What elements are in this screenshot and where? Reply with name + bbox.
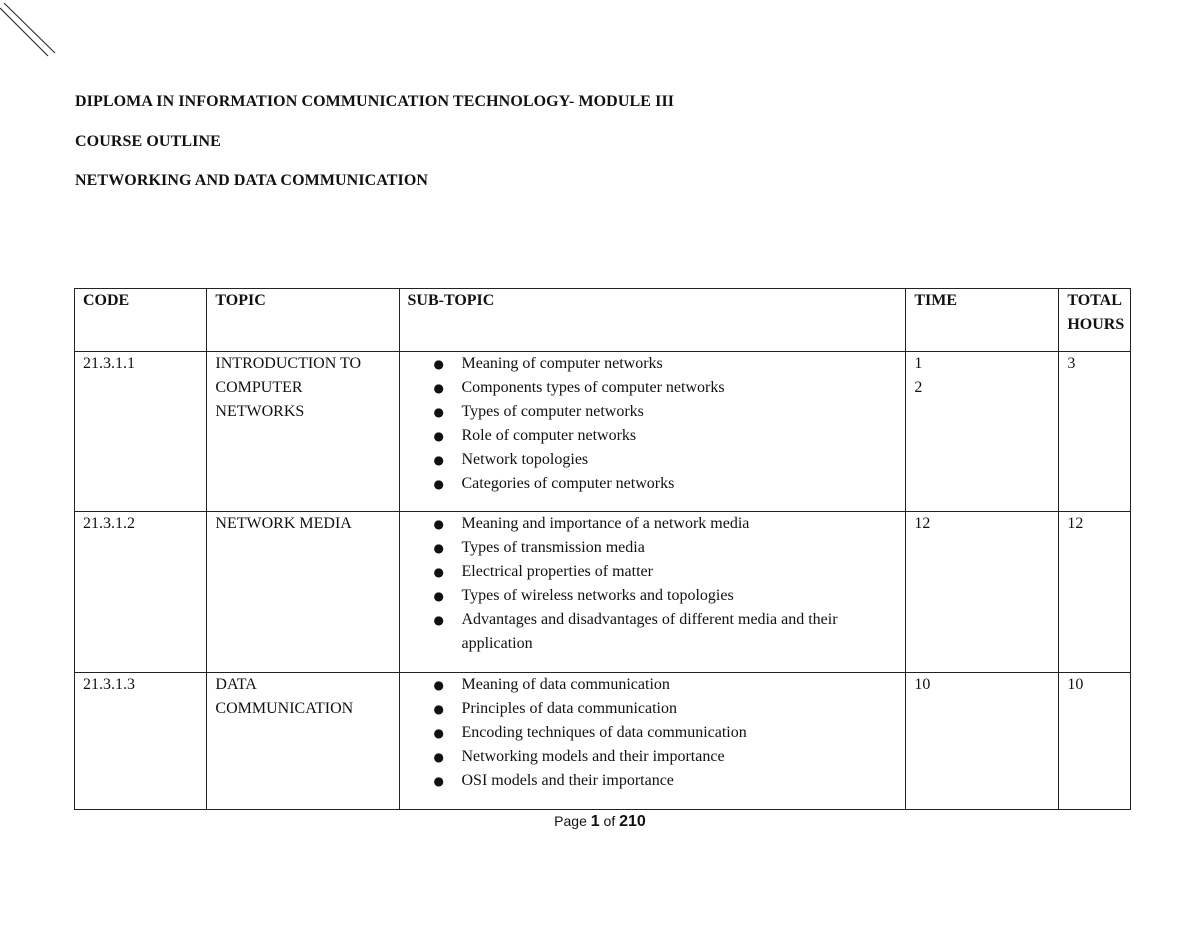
course-outline-heading: COURSE OUTLINE	[75, 133, 221, 150]
page-word: Page	[554, 813, 587, 829]
subtopic-item	[408, 352, 898, 376]
subtopic-text: Meaning and importance of a network media	[461, 515, 750, 532]
bullet-icon: ●	[433, 453, 444, 467]
page-number: 1	[590, 813, 600, 830]
subtopic-cell	[399, 512, 906, 673]
subtopic-item	[408, 560, 898, 584]
time-cell: 10	[906, 673, 1059, 810]
subtopic-text: OSI models and their importance	[461, 772, 674, 789]
subtopic-item	[408, 448, 898, 472]
bullet-icon: ●	[433, 702, 444, 716]
subtopic-item	[408, 697, 898, 721]
total-hours-cell: 12	[1059, 512, 1131, 673]
header-code: CODE	[75, 289, 207, 352]
time-cell: 1 2	[906, 352, 1059, 512]
subject-heading: NETWORKING AND DATA COMMUNICATION	[75, 172, 429, 189]
topic-cell: DATA COMMUNICATION	[207, 673, 399, 810]
code-cell: 21.3.1.2	[75, 512, 207, 673]
subtopic-text: Role of computer networks	[461, 427, 637, 444]
code-cell: 21.3.1.3	[75, 673, 207, 810]
header-total-hours: TOTAL HOURS	[1059, 289, 1131, 352]
subtopic-text: Electrical properties of matter	[461, 563, 653, 580]
subtopic-text: Types of transmission media	[461, 539, 645, 556]
subtopic-item	[408, 584, 898, 608]
bullet-icon: ●	[433, 381, 444, 395]
subtopic-item	[408, 472, 898, 496]
subtopic-item	[408, 608, 898, 656]
table-row	[75, 512, 1131, 673]
subtopic-text: Principles of data communication	[461, 700, 677, 717]
bullet-icon: ●	[433, 541, 444, 555]
header-subtopic: SUB-TOPIC	[399, 289, 906, 352]
subtopic-text: Types of wireless networks and topologies	[461, 587, 734, 604]
subtopic-text: Categories of computer networks	[461, 475, 675, 492]
total-pages: 210	[619, 813, 646, 830]
subtopic-text: Meaning of data communication	[461, 676, 670, 693]
header-topic: TOPIC	[207, 289, 399, 352]
subtopic-item	[408, 376, 898, 400]
subtopic-text: Advantages and disadvantages of different media and their application	[461, 611, 838, 652]
subtopic-text: Components types of computer networks	[461, 379, 725, 396]
subtopic-item	[408, 721, 898, 745]
bullet-icon: ●	[433, 750, 444, 764]
table-row	[75, 673, 1131, 810]
bullet-icon: ●	[433, 774, 444, 788]
bullet-icon: ●	[433, 678, 444, 692]
table-row	[75, 352, 1131, 512]
subtopic-text: Types of computer networks	[461, 403, 644, 420]
topic-cell: NETWORK MEDIA	[207, 512, 399, 673]
bullet-icon: ●	[433, 477, 444, 491]
corner-crop-mark	[0, 0, 60, 60]
time-cell: 12	[906, 512, 1059, 673]
subtopic-item	[408, 536, 898, 560]
bullet-icon: ●	[433, 357, 444, 371]
document-title: DIPLOMA IN INFORMATION COMMUNICATION TECHNOLOGY- MODULE III	[75, 93, 675, 110]
code-cell: 21.3.1.1	[75, 352, 207, 512]
page-footer	[0, 813, 1200, 831]
total-hours-cell: 10	[1059, 673, 1131, 810]
course-outline-table	[74, 288, 1131, 810]
subtopic-text: Meaning of computer networks	[461, 355, 663, 372]
subtopic-text: Networking models and their importance	[461, 748, 725, 765]
bullet-icon: ●	[433, 726, 444, 740]
subtopic-text: Encoding techniques of data communication	[461, 724, 747, 741]
subtopic-cell	[399, 673, 906, 810]
subtopic-text: Network topologies	[461, 451, 589, 468]
subtopic-list	[408, 512, 898, 656]
bullet-icon: ●	[433, 405, 444, 419]
bullet-icon: ●	[433, 613, 444, 627]
bullet-icon: ●	[433, 429, 444, 443]
subtopic-cell	[399, 352, 906, 512]
total-hours-cell: 3	[1059, 352, 1131, 512]
table-header-row	[75, 289, 1131, 352]
topic-cell: INTRODUCTION TO COMPUTER NETWORKS	[207, 352, 399, 512]
of-word: of	[603, 813, 616, 829]
subtopic-item	[408, 400, 898, 424]
subtopic-list	[408, 673, 898, 793]
bullet-icon: ●	[433, 589, 444, 603]
subtopic-item	[408, 424, 898, 448]
subtopic-item	[408, 745, 898, 769]
bullet-icon: ●	[433, 565, 444, 579]
subtopic-item	[408, 769, 898, 793]
bullet-icon: ●	[433, 517, 444, 531]
subtopic-list	[408, 352, 898, 496]
subtopic-item	[408, 673, 898, 697]
header-time: TIME	[906, 289, 1059, 352]
subtopic-item	[408, 512, 898, 536]
